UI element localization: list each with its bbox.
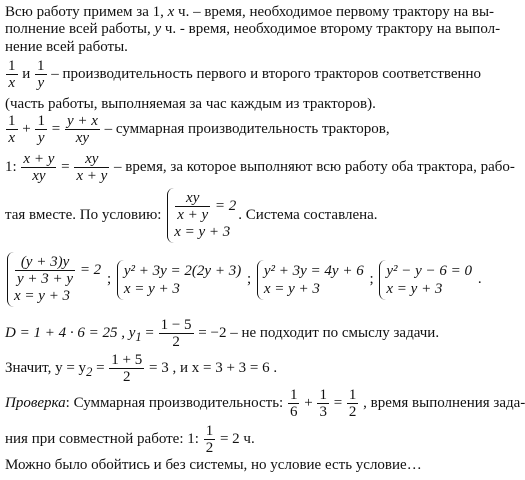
productivity-line: $\frac{1}{x}$ и $\frac{1}{y}$ – производительность первого и второго тракторов соответственно (8, 58, 482, 91)
fraction: $\frac{(y + 3)y}{y + 3 + y}$ (17, 254, 74, 287)
time-line: 1: $\frac{x + y}{xy}$ = $\frac{xy}{x + y}$ – время, за которое выполняют всю работу оба трактора, рабо- (5, 151, 515, 184)
fraction: $\frac{1}{2}$ (205, 423, 214, 456)
fraction: $\frac{xy}{x + y}$ (76, 151, 108, 184)
text-line: (часть работы, выполняемая за час каждым из тракторов). (5, 96, 376, 112)
fraction: $\frac{x + y}{xy}$ (23, 151, 55, 184)
system-line: тая вместе. По условию: $\frac{xy}{x + y}$ = 2 x = y + 3 . Система составлена. (5, 188, 378, 243)
check-line: Проверка: Суммарная производительность: $\frac{1}{6}$ + $\frac{1}{3}$ = $\frac{1}{2}$ , время выполнения зада- (5, 387, 525, 420)
fraction: $\frac{1}{x}$ (8, 113, 16, 146)
text-line: полнение всей работы, y ч. - время, необходимое второму трактору на выпол- (5, 21, 501, 37)
fraction: $\frac{1}{2}$ (348, 387, 357, 420)
discriminant-line: D = 1 + 4 · 6 = 25 , $y_1$ = $\frac{1 - 5}{2}$ = −2 – не подходит по смыслу задачи. (5, 317, 440, 350)
equation-system: y² + 3y = 4y + 6 x = y + 3 (257, 260, 364, 300)
fraction: $\frac{1}{x}$ (8, 58, 16, 91)
fraction: $\frac{1 - 5}{2}$ (160, 317, 192, 350)
sum-productivity-line: $\frac{1}{x}$ + $\frac{1}{y}$ = $\frac{y + x}{xy}$ – суммарная производительность тракторов, (8, 113, 390, 146)
fraction: $\frac{1}{y}$ (37, 58, 45, 91)
answer-line: Значит, $y = y_2$ = $\frac{1 + 5}{2}$ = 3 , и x = 3 + 3 = 6 . (5, 352, 278, 385)
equation-system: y² − y − 6 = 0 x = y + 3 (379, 260, 472, 300)
systems-line: $\frac{(y + 3)y}{y + 3 + y}$ = 2 x = y + 3 ; y² + 3y = 2(2y + 3) x = y + 3 ; y² + 3y = 4y + 6 x = y + 3 ; y² − y − 6 = 0 x = y + 3 . (5, 252, 482, 307)
check-line-2: ния при совместной работе: 1: $\frac{1}{2}$ = 2 ч. (5, 423, 255, 456)
equation-system: $\frac{(y + 3)y}{y + 3 + y}$ = 2 x = y + 3 (7, 252, 101, 307)
text-line: нение всей работы. (5, 39, 128, 55)
fraction: $\frac{1 + 5}{2}$ (111, 352, 143, 385)
text-line: Всю работу примем за 1, x ч. – время, необходимое первому трактору на вы- (5, 4, 495, 20)
closing-line: Можно было обойтись и без системы, но условие есть условие… (5, 457, 422, 473)
fraction: $\frac{1}{3}$ (319, 387, 327, 420)
fraction: $\frac{xy}{x + y}$ (177, 190, 209, 223)
fraction: $\frac{1}{y}$ (37, 113, 45, 146)
equation-system: $\frac{xy}{x + y}$ = 2 x = y + 3 (167, 188, 236, 243)
fraction: $\frac{1}{6}$ (289, 387, 298, 420)
fraction: $\frac{y + x}{xy}$ (66, 113, 98, 146)
equation-system: y² + 3y = 2(2y + 3) x = y + 3 (117, 260, 241, 300)
